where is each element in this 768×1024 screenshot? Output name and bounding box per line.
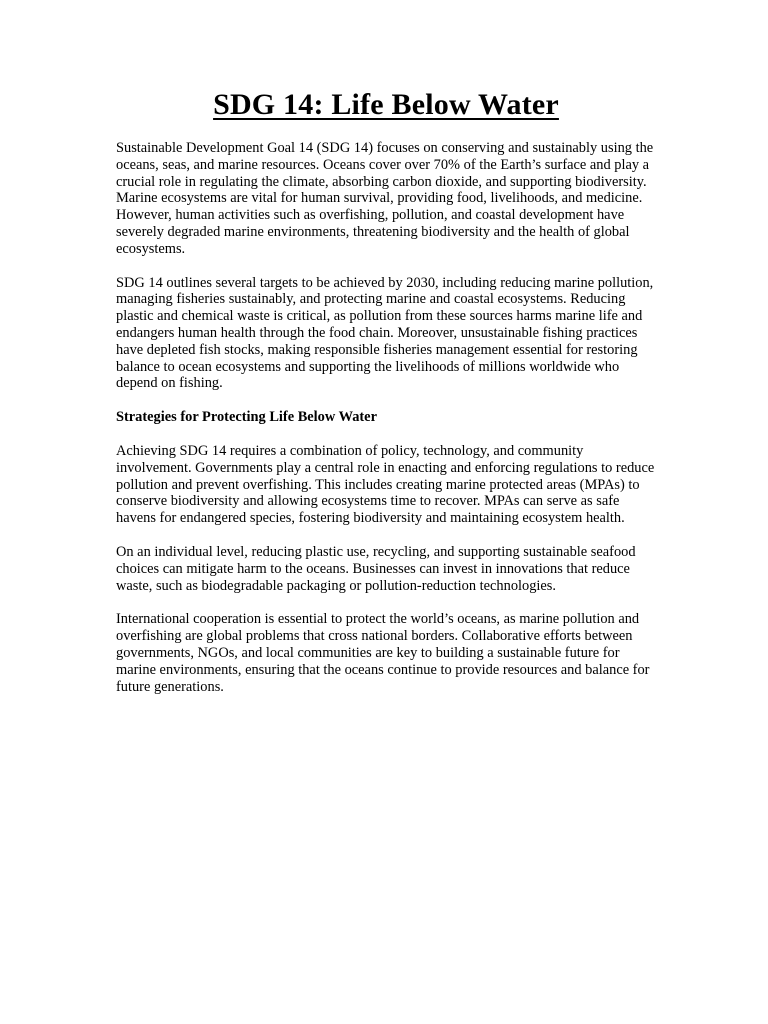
- document-body: [116, 84, 656, 712]
- cooperation-paragraph: International cooperation is essential to protect the world’s oceans, as marine pollution and overfishing are global problems that cross national borders. Collaborative efforts between governments, NGOs, and local communities are key to building a sustainable future for marine environments, ensuring that the oceans continue to provide resources and balance for future generations.: [116, 611, 650, 695]
- individual-action-paragraph: On an individual level, reducing plastic use, recycling, and supporting sustainable seafood choices can mitigate harm to the oceans. Businesses can invest in innovations that reduce waste, such as biodegradable packaging or pollution-reduction technologies.: [116, 543, 636, 594]
- document-title: SDG 14: Life Below Water: [213, 88, 559, 121]
- policy-paragraph: Achieving SDG 14 requires a combination of policy, technology, and community involvement. Governments play a central role in enacting and enforcing regulations to reduce pollution and prevent overfishing. This includes creating marine protected areas (MPAs) to conserve biodiversity and allowing ecosystems time to recover. MPAs can serve as safe havens for endangered species, fostering biodiversity and maintaining ecosystem health.: [116, 442, 655, 527]
- targets-paragraph: SDG 14 outlines several targets to be achieved by 2030, including reducing marine pollution, managing fisheries sustainably, and protecting marine and coastal ecosystems. Reducing plastic and chemical waste is critical, as pollution from these sources harms marine life and endangers human health through the food chain. Moreover, unsustainable fishing practices have depleted fish stocks, making responsible fisheries management essential for restoring balance to ocean ecosystems and supporting the livelihoods of millions worldwide who depend on fishing.: [116, 274, 654, 392]
- intro-paragraph: Sustainable Development Goal 14 (SDG 14) focuses on conserving and sustainably using the oceans, seas, and marine resources. Oceans cover over 70% of the Earth’s surface and play a crucial role in regulating the climate, absorbing carbon dioxide, and supporting biodiversity. Marine ecosystems are vital for human survival, providing food, livelihoods, and medicine. However, human activities such as overfishing, pollution, and coastal development have severely degraded marine environments, threatening biodiversity and the health of global ecosystems.: [116, 140, 654, 257]
- section-heading: Strategies for Protecting Life Below Water: [116, 409, 377, 426]
